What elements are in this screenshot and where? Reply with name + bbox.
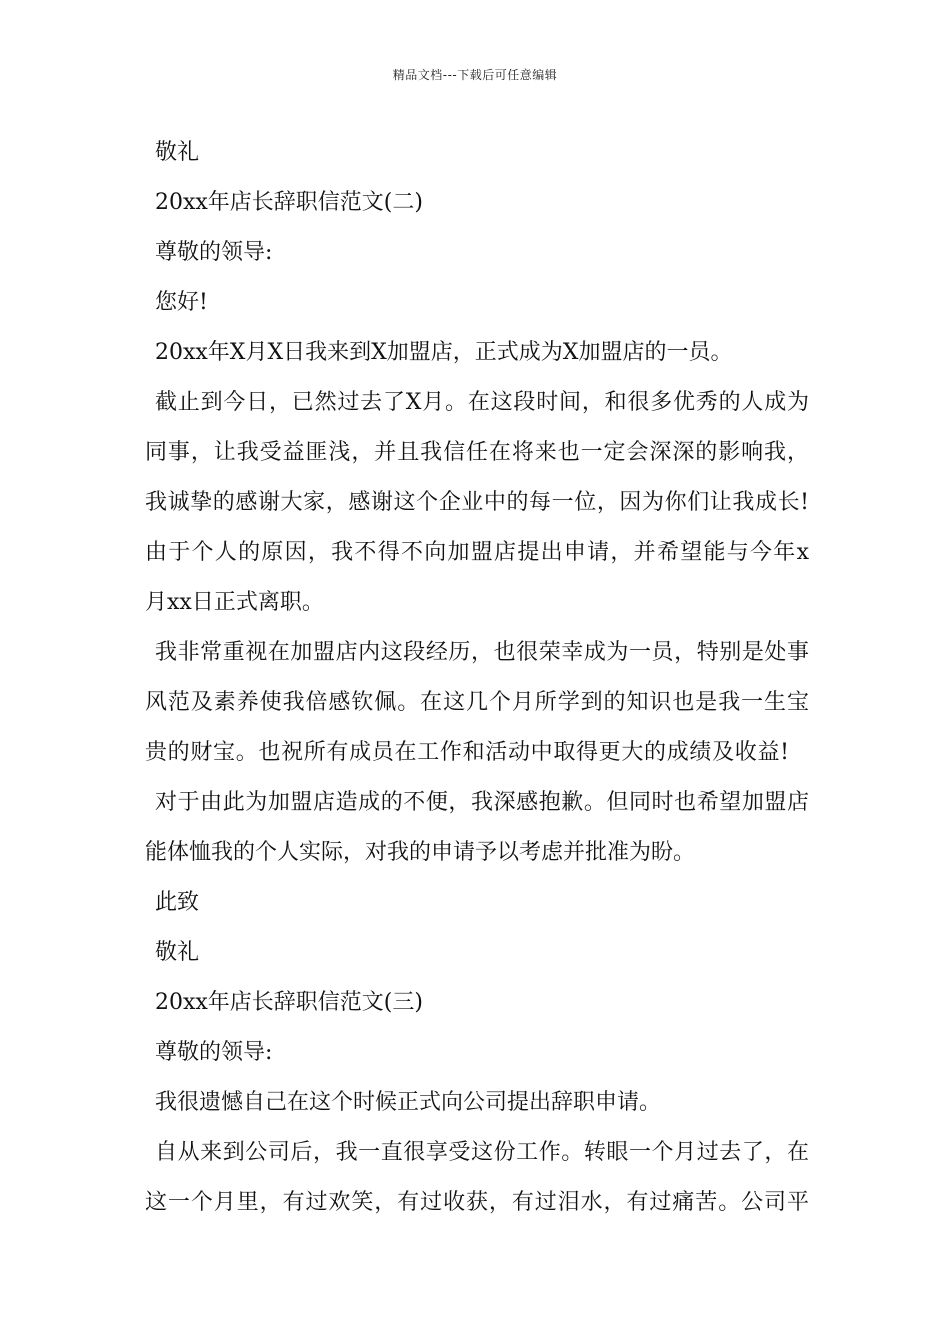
text-line: 我很遗憾自己在这个时候正式向公司提出辞职申请。: [155, 1090, 662, 1115]
text-line: 我诚挚的感谢大家，感谢这个企业中的每一位，因为你们让我成长!: [145, 490, 809, 515]
text-line: 我非常重视在加盟店内这段经历，也很荣幸成为一员，特别是处事: [155, 640, 809, 665]
text-line: 自从来到公司后，我一直很享受这份工作。转眼一个月过去了，在: [155, 1140, 809, 1165]
text-line: 20xx年X月X日我来到X加盟店，正式成为X加盟店的一员。: [155, 340, 733, 365]
closing: 此致: [155, 890, 200, 915]
text-line: 对于由此为加盟店造成的不便，我深感抱歉。但同时也希望加盟店: [155, 790, 809, 815]
text-line: 能体恤我的个人实际，对我的申请予以考虑并批准为盼。: [145, 840, 696, 865]
salutation: 尊敬的领导:: [155, 240, 273, 265]
section-title: 20xx年店长辞职信范文(二): [155, 190, 423, 215]
salutation: 尊敬的领导:: [155, 1040, 273, 1065]
text-line: 敬礼: [155, 140, 200, 165]
text-line: 贵的财宝。也祝所有成员在工作和活动中取得更大的成绩及收益!: [145, 740, 789, 765]
text-line: 月xx日正式离职。: [145, 590, 324, 615]
text-line: 风范及素养使我倍感钦佩。在这几个月所学到的知识也是我一生宝: [145, 690, 809, 715]
section-title: 20xx年店长辞职信范文(三): [155, 990, 423, 1015]
closing: 敬礼: [155, 940, 200, 965]
page-header: 精品文档---下载后可任意编辑: [392, 68, 558, 82]
greeting: 您好!: [155, 290, 208, 315]
text-line: 同事，让我受益匪浅，并且我信任在将来也一定会深深的影响我，: [145, 440, 809, 465]
text-line: 截止到今日，已然过去了X月。在这段时间，和很多优秀的人成为: [155, 390, 809, 415]
text-line: 由于个人的原因，我不得不向加盟店提出申请，并希望能与今年x: [145, 540, 809, 565]
text-line: 这一个月里，有过欢笑，有过收获，有过泪水，有过痛苦。公司平: [145, 1190, 809, 1215]
